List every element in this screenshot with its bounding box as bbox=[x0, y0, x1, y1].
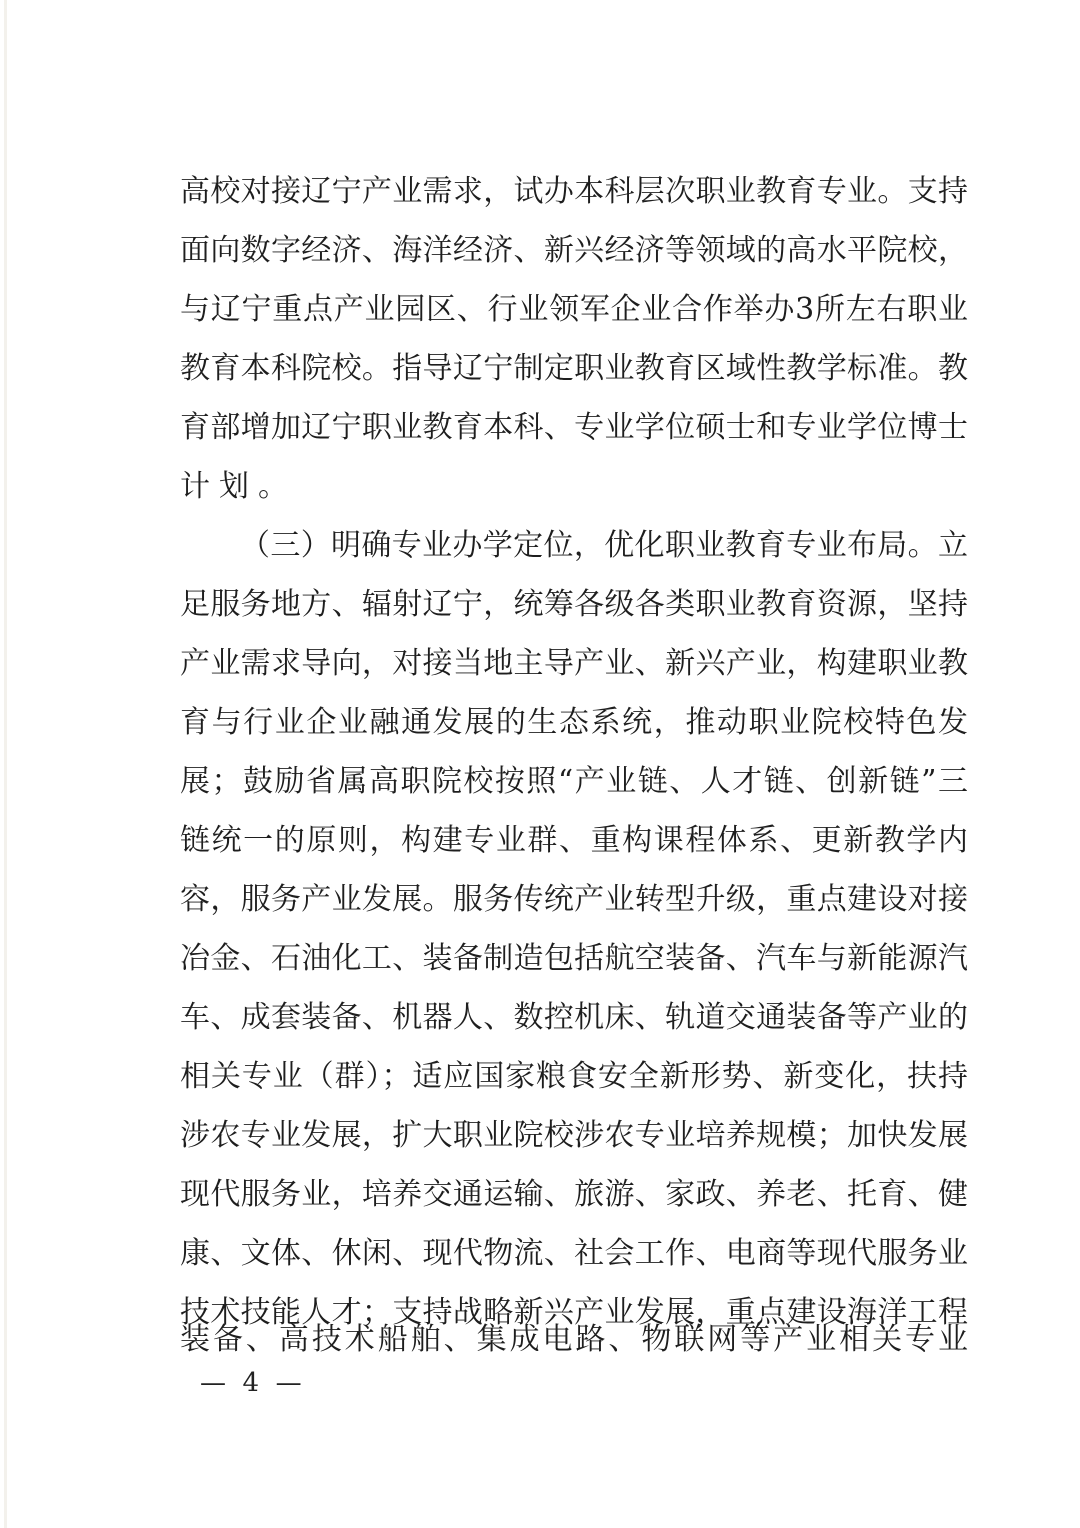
scan-edge bbox=[4, 0, 7, 1528]
text-line-12: 链统一的原则，构建专业群、重构课程体系、更新教学内 bbox=[180, 823, 968, 858]
text-line-8: 足服务地方、辐射辽宁，统筹各级各类职业教育资源，坚持 bbox=[180, 587, 968, 622]
text-line-4: 教育本科院校。指导辽宁制定职业教育区域性教学标准。教 bbox=[180, 351, 968, 386]
text-line-16: 相关专业（群）；适应国家粮食安全新形势、新变化，扶持 bbox=[180, 1059, 968, 1094]
text-line-17: 涉农专业发展，扩大职业院校涉农专业培养规模；加快发展 bbox=[180, 1118, 968, 1153]
text-line-2: 面向数字经济、海洋经济、新兴经济等领域的高水平院校， bbox=[180, 233, 968, 268]
text-line-11: 展；鼓励省属高职院校按照“产业链、人才链、创新链”三 bbox=[180, 764, 968, 799]
section-heading-line: （三）明确专业办学定位，优化职业教育专业布局。立 bbox=[240, 528, 968, 563]
text-line-15: 车、成套装备、机器人、数控机床、轨道交通装备等产业的 bbox=[180, 1000, 968, 1035]
text-line-20: 技术技能人才；支持战略新兴产业发展，重点建设海洋工程 bbox=[180, 1295, 968, 1330]
text-line-14: 冶金、石油化工、装备制造包括航空装备、汽车与新能源汽 bbox=[180, 941, 968, 976]
text-line-5: 育部增加辽宁职业教育本科、专业学位硕士和专业学位博士 bbox=[180, 410, 968, 445]
text-line-18: 现代服务业，培养交通运输、旅游、家政、养老、托育、健 bbox=[180, 1177, 968, 1212]
text-line-10: 育与行业企业融通发展的生态系统，推动职业院校特色发 bbox=[180, 705, 968, 740]
page-number: — 4 — bbox=[200, 1368, 302, 1398]
text-line-3: 与辽宁重点产业园区、行业领军企业合作举办3所左右职业 bbox=[180, 292, 968, 327]
text-line-21: 装备、高技术船舶、集成电路、物联网等产业相关专业 bbox=[180, 1322, 968, 1357]
text-line-6: 计划。 bbox=[180, 469, 297, 504]
text-line-13: 容，服务产业发展。服务传统产业转型升级，重点建设对接 bbox=[180, 882, 968, 917]
text-line-1: 高校对接辽宁产业需求，试办本科层次职业教育专业。支持 bbox=[180, 174, 968, 209]
text-line-9: 产业需求导向，对接当地主导产业、新兴产业，构建职业教 bbox=[180, 646, 968, 681]
text-line-19: 康、文体、休闲、现代物流、社会工作、电商等现代服务业 bbox=[180, 1236, 968, 1271]
